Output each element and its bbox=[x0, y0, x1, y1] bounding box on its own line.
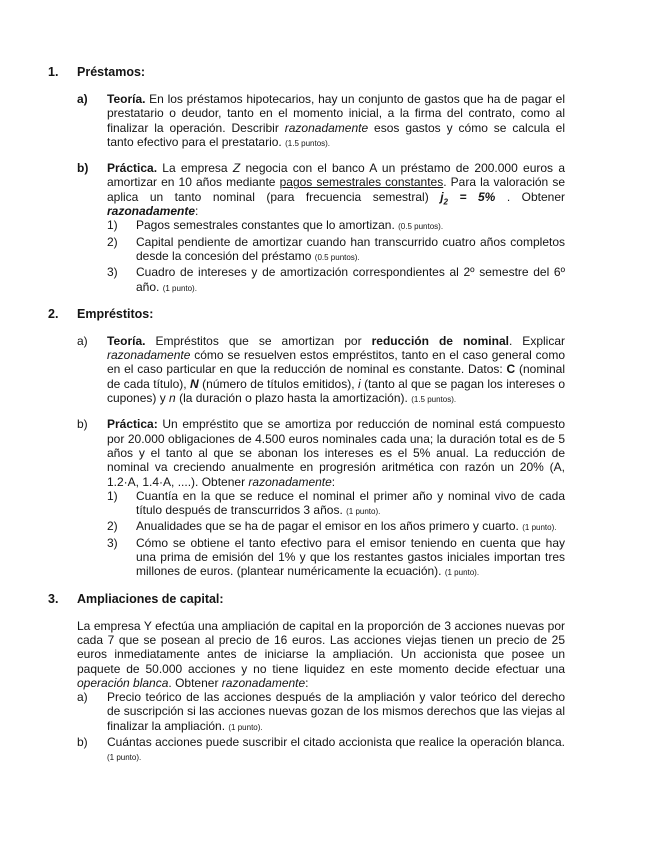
variable-i: i bbox=[358, 376, 361, 391]
question-3b bbox=[77, 735, 565, 766]
section-ampliaciones bbox=[48, 591, 565, 766]
text-run: (tanto al que se pagan los intereses o cupones) y bbox=[107, 376, 566, 406]
rate-symbol: j bbox=[440, 189, 444, 204]
text-run: Cómo se obtiene el tanto efectivo para el emisor teniendo en cuenta que hay una prima de emisión del 1% y que los restantes gastos iniciales importan tres millones de euros. (plantear numéricamente la ecuación). bbox=[136, 535, 565, 579]
question-3a bbox=[77, 690, 565, 735]
text-run: : bbox=[195, 204, 199, 219]
points: (1 punto). bbox=[444, 568, 480, 578]
section-emprestitos bbox=[48, 306, 565, 581]
sub-question bbox=[107, 265, 565, 296]
item-statement bbox=[107, 161, 565, 218]
section-prestamos bbox=[48, 64, 565, 296]
item-statement bbox=[107, 417, 565, 488]
points: (1.5 puntos). bbox=[285, 138, 331, 148]
section-heading bbox=[48, 591, 565, 607]
text-run: (nominal de cada título), bbox=[107, 362, 565, 391]
text-run: Capital pendiente de amortizar cuando han transcurrido cuatro años completos desde la concesión del préstamo bbox=[136, 234, 565, 263]
text-run: (número de títulos emitidos), bbox=[198, 376, 358, 391]
underlined-text: pagos semestrales constantes bbox=[279, 175, 444, 190]
question-2b bbox=[77, 417, 565, 580]
text-run: Empréstitos que se amortizan por bbox=[145, 333, 372, 348]
item-text bbox=[107, 334, 565, 407]
text-run: La empresa bbox=[157, 161, 233, 176]
sub-question-list bbox=[107, 489, 565, 581]
section-number: 2. bbox=[48, 306, 59, 321]
text-run: cómo se resuelven estos empréstitos, tanto en el caso general como en el caso particular en que la reducción de nominal es constante. Datos: bbox=[107, 348, 565, 377]
sub-text bbox=[136, 235, 565, 266]
sub-question bbox=[107, 519, 565, 535]
rate-formula bbox=[440, 189, 496, 207]
points: (1 punto). bbox=[162, 283, 197, 293]
section-title: Ampliaciones de capital: bbox=[77, 591, 224, 606]
emphasis: razonadamente bbox=[284, 120, 369, 135]
sub-text bbox=[136, 265, 565, 296]
text-run: negocia con el banco A un préstamo de 200.000 euros a amortizar en 10 años mediante bbox=[107, 161, 565, 190]
variable-n-titles: N bbox=[190, 376, 199, 391]
page-content bbox=[48, 64, 565, 774]
sub-label: 1) bbox=[107, 488, 118, 503]
item-text bbox=[107, 417, 565, 580]
section-number: 1. bbox=[48, 65, 59, 79]
lead-term: Práctica: bbox=[107, 417, 158, 432]
section-heading bbox=[48, 306, 565, 322]
item-text bbox=[107, 735, 565, 766]
item-label: a) bbox=[77, 92, 88, 106]
item-label: b) bbox=[77, 161, 89, 176]
text-run: : bbox=[305, 675, 309, 690]
item-text bbox=[107, 92, 565, 151]
sub-question bbox=[107, 489, 565, 520]
text-run: Un empréstito que se amortiza por reducción de nominal está compuesto por 20.000 obligaciones de 4.500 euros nominales cada una; la duración total es de 5 años y el tanto al que se abonan los intereses es el 5% anual. La reducción de nominal va creciendo anualmente en progresión aritmética con razón un 20% (A, 1.2·A, 1.4·A, ....). Obtener bbox=[107, 417, 565, 489]
section-title: Empréstitos: bbox=[77, 306, 154, 321]
bold-term: reducción de nominal bbox=[371, 333, 509, 348]
emphasis: razonadamente bbox=[248, 474, 332, 489]
sub-question bbox=[107, 536, 565, 581]
sub-question bbox=[107, 235, 565, 266]
item-label: b) bbox=[77, 417, 88, 432]
emphasis: razonadamente bbox=[107, 204, 196, 219]
text-run: Anualidades que se ha de pagar el emisor en los años primero y cuarto. bbox=[136, 519, 523, 534]
sub-label: 3) bbox=[107, 265, 118, 280]
text-run: . Explicar bbox=[508, 333, 565, 348]
text-run: . Obtener bbox=[168, 675, 222, 690]
text-run: Cuantía en la que se reduce el nominal el primer año y nominal vivo de cada título después de transcurridos 3 años. bbox=[136, 488, 565, 518]
points: (0.5 puntos). bbox=[398, 222, 444, 232]
sub-label: 2) bbox=[107, 519, 118, 534]
text-run: Cuadro de intereses y de amortización correspondientes al 2º semestre del 6º año. bbox=[136, 265, 565, 294]
sub-text bbox=[136, 519, 565, 535]
item-label: a) bbox=[77, 333, 88, 348]
lead-term: Teoría. bbox=[107, 333, 146, 348]
lead-term: Práctica. bbox=[107, 161, 158, 176]
question-2a bbox=[77, 334, 565, 407]
sub-label: 1) bbox=[107, 218, 118, 233]
lead-term: Teoría. bbox=[107, 92, 146, 106]
section-heading bbox=[48, 64, 565, 80]
text-run: : bbox=[331, 474, 336, 489]
points: (1 punto). bbox=[107, 753, 142, 763]
question-1a bbox=[77, 92, 565, 151]
text-run: En los préstamos hipotecarios, hay un conjunto de gastos que ha de pagar el prestatario o deudor, tanto en el momento inicial, a la firma del contrato, como al finalizar la operación. Describir bbox=[107, 92, 565, 135]
section-title: Préstamos: bbox=[77, 65, 146, 79]
item-text bbox=[107, 161, 565, 296]
points: (1 punto). bbox=[228, 722, 263, 732]
emphasis: operación blanca bbox=[77, 675, 169, 690]
rate-subscript: 2 bbox=[443, 197, 448, 207]
text-run: Cuántas acciones puede suscribir el citado accionista que realice la operación blanca. bbox=[107, 734, 565, 749]
points: (0.5 puntos). bbox=[314, 252, 360, 262]
text-run: esos gastos y cómo se calcula el tanto efectivo para el prestatario. bbox=[107, 120, 565, 149]
problem-statement bbox=[77, 619, 565, 690]
sub-label: 2) bbox=[107, 234, 118, 249]
item-label: b) bbox=[77, 734, 88, 749]
text-run: . Obtener bbox=[495, 189, 565, 204]
text-run: La empresa Y efectúa una ampliación de capital en la proporción de 3 acciones nuevas por cada 7 que se posean al precio de 16 euros. Las acciones viejas tienen un precio de 25 euros inmediatamente antes de iniciarse la ampliación. Un accionista que posee un paquete de 50.000 acciones y no tiene liquidez en este momento decide efectuar una bbox=[77, 618, 565, 676]
variable-n: n bbox=[169, 391, 176, 406]
question-1b bbox=[77, 161, 565, 296]
points: (1 punto). bbox=[346, 507, 381, 517]
item-text bbox=[107, 690, 565, 735]
emphasis: razonadamente bbox=[107, 348, 191, 363]
sub-text bbox=[136, 218, 565, 234]
item-label: a) bbox=[77, 690, 88, 705]
text-run: (la duración o plazo hasta la amortización). bbox=[175, 391, 412, 406]
emphasis: razonadamente bbox=[221, 675, 306, 690]
points: (1 punto). bbox=[522, 523, 557, 533]
text-run: Pagos semestrales constantes que lo amortizan. bbox=[136, 218, 399, 233]
sub-text bbox=[136, 489, 565, 520]
variable-c: C bbox=[506, 362, 516, 377]
sub-text bbox=[136, 536, 565, 581]
sub-question-list bbox=[107, 218, 565, 295]
sub-question bbox=[107, 218, 565, 234]
points: (1.5 puntos). bbox=[411, 395, 457, 405]
text-run: Precio teórico de las acciones después de la ampliación y valor teórico del derecho de suscripción si las acciones nuevas gozan de los mismos derechos que las viejas al finalizar la ampliación. bbox=[107, 690, 565, 733]
section-number: 3. bbox=[48, 591, 59, 606]
text-run: . Para la valoración se aplica un tanto nominal (para frecuencia semestral) bbox=[107, 175, 566, 204]
rate-value: = 5% bbox=[448, 189, 496, 204]
sub-label: 3) bbox=[107, 535, 118, 550]
company-name: Z bbox=[232, 161, 241, 176]
